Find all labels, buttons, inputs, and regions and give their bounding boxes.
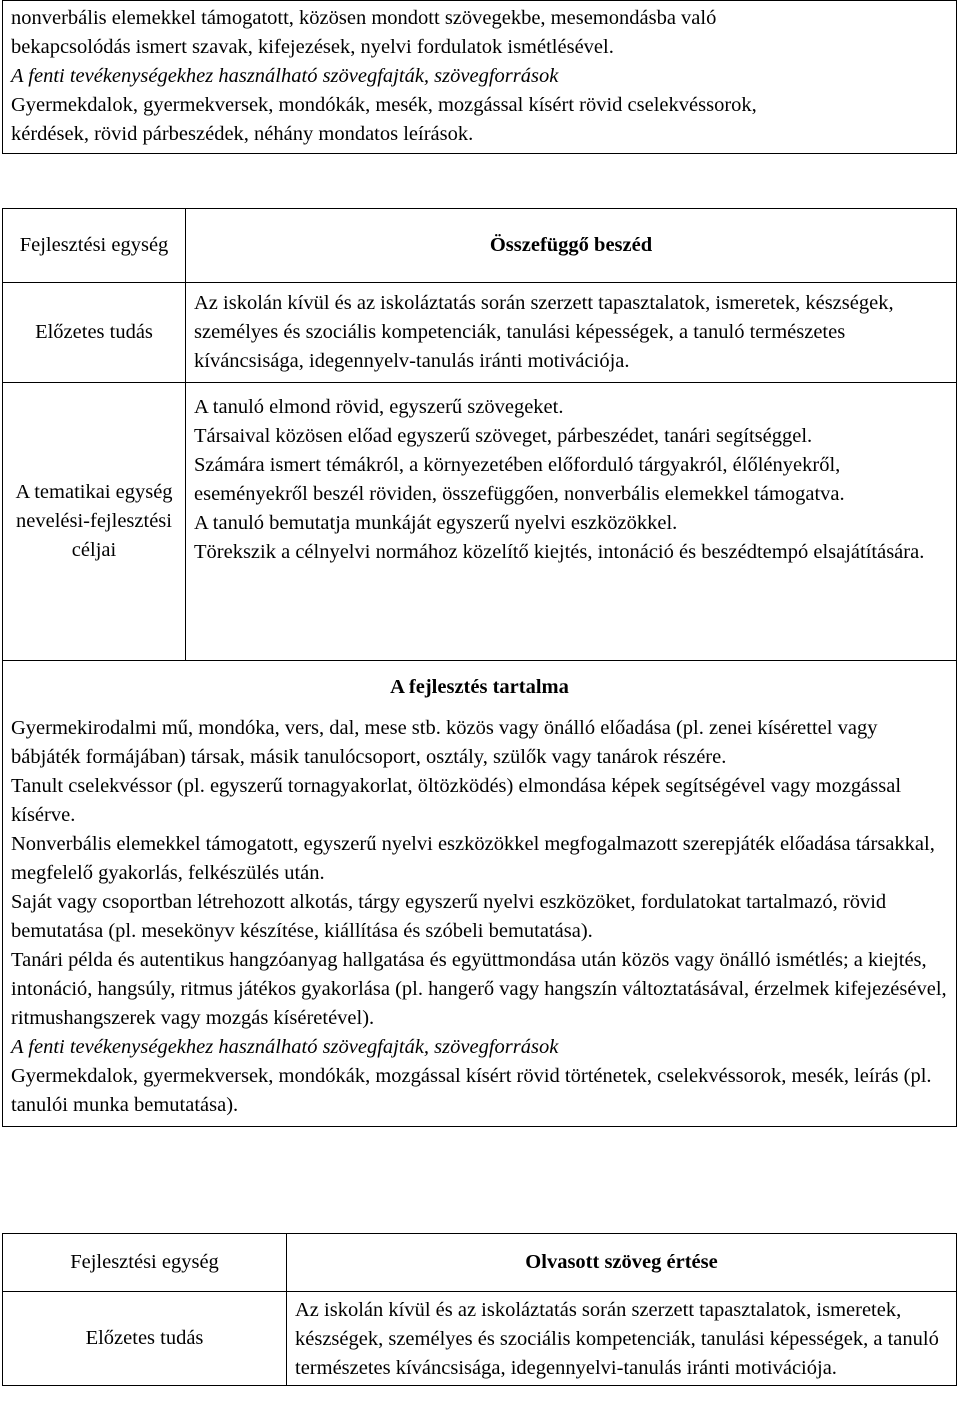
top-sources-text-1: Gyermekdalok, gyermekversek, mondókák, mesék, mozgással kísért rövid cselekvéssorok, bbox=[11, 94, 757, 116]
goal-item: Számára ismert témákról, a környezetében előforduló tárgyakról, élőlényekről, eseményekről beszél röviden, összefüggően, nonverbális elemekkel támogatva. bbox=[194, 454, 845, 505]
goal-item: A tanuló bemutatja munkáját egyszerű nyelvi eszközökkel. bbox=[194, 512, 678, 534]
sources-text: Gyermekdalok, gyermekversek, mondókák, mozgással kísért rövid történetek, cselekvéssorok, mesék, leírás (pl. tanulói munka bemutatása). bbox=[11, 1065, 932, 1116]
unit-label-2: Fejlesztési egység bbox=[70, 1251, 219, 1273]
prior-knowledge-label-cell bbox=[3, 283, 186, 383]
unit-title: Összefüggő beszéd bbox=[489, 234, 653, 256]
top-continuation-block bbox=[2, 0, 957, 154]
goal-item: A tanuló elmond rövid, egyszerű szövegeket. bbox=[194, 396, 564, 418]
prior-knowledge-text: Az iskolán kívül és az iskoláztatás során szerzett tapasztalatok, ismeretek, készségek, személyes és szociális kompetenciák, tanulási képességek, a tanuló természetes kíváncsisága, idegennyelv-tanulás iránti motivációja. bbox=[194, 292, 894, 372]
prior-knowledge-label-cell-2 bbox=[3, 1292, 287, 1386]
prior-knowledge-text-2: Az iskolán kívül és az iskoláztatás során szerzett tapasztalatok, ismeretek, készségek, személyes és szociális kompetenciák, tanulási képességek, a tanuló természetes kíváncsisága, idegennyelvi-tanulás iránti motivációja. bbox=[295, 1299, 939, 1379]
goals-label: A tematikai egység nevelési-fejlesztési céljai bbox=[15, 481, 173, 561]
content-item: Nonverbális elemekkel támogatott, egyszerű nyelvi eszközökkel megfogalmazott szerepjáték előadása társakkal, megfelelő gyakorlás, felkészülés után. bbox=[11, 833, 935, 884]
content-cell bbox=[3, 661, 957, 1127]
content-item: Tanári példa és autentikus hangzóanyag hallgatása és együttmondása után közös vagy önálló ismétlés; a kiejtés, intonáció, hangsúly, ritmus játékos gyakorlása (pl. hangerő vagy hangszín változtatásával, érzelmek kifejezésével, ritmushangszerek vagy mozgás kíséretével). bbox=[11, 949, 947, 1029]
unit-label: Fejlesztési egység bbox=[19, 234, 169, 256]
prior-knowledge-text-cell-2 bbox=[287, 1292, 957, 1386]
unit-table-osszefuggo-beszed bbox=[2, 208, 957, 1127]
unit-label-cell-2 bbox=[3, 1234, 287, 1292]
top-sources-heading: A fenti tevékenységekhez használható szövegfajták, szövegforrások bbox=[11, 65, 559, 87]
top-line-2: bekapcsolódás ismert szavak, kifejezések, nyelvi fordulatok ismétlésével. bbox=[11, 36, 614, 58]
unit-table-olvasott-szoveg bbox=[2, 1233, 957, 1386]
goal-item: Társaival közösen előad egyszerű szöveget, párbeszédet, tanári segítséggel. bbox=[194, 425, 813, 447]
unit-title-cell-2 bbox=[287, 1234, 957, 1292]
unit-title-2: Olvasott szöveg értése bbox=[525, 1251, 718, 1273]
goals-cell bbox=[186, 383, 957, 661]
prior-knowledge-text-cell bbox=[186, 283, 957, 383]
unit-title-cell bbox=[186, 209, 957, 283]
content-item: Saját vagy csoportban létrehozott alkotás, tárgy egyszerű nyelvi eszközöket, fordulatokat tartalmazó, rövid bemutatása (pl. mesekönyv készítése, kiállítása és szóbeli bemutatása). bbox=[11, 891, 887, 942]
prior-knowledge-label: Előzetes tudás bbox=[35, 321, 153, 343]
content-heading: A fejlesztés tartalma bbox=[390, 676, 569, 698]
top-continuation-cell bbox=[3, 1, 957, 154]
goals-label-cell bbox=[3, 383, 186, 661]
content-item: Tanult cselekvéssor (pl. egyszerű tornagyakorlat, öltözködés) elmondása képek segítségével vagy mozgással kísérve. bbox=[11, 775, 902, 826]
prior-knowledge-label-2: Előzetes tudás bbox=[85, 1327, 204, 1349]
content-item: Gyermekirodalmi mű, mondóka, vers, dal, mese stb. közös vagy önálló előadása (pl. zenei kísérettel vagy bábjáték formájában) társak, másik tanulócsoport, osztály, szülők vagy tanárok részére. bbox=[11, 717, 878, 768]
unit-label-cell bbox=[3, 209, 186, 283]
goal-item: Törekszik a célnyelvi normához közelítő kiejtés, intonáció és beszédtempó elsajátítására. bbox=[194, 541, 925, 563]
top-sources-text-2: kérdések, rövid párbeszédek, néhány mondatos leírások. bbox=[11, 123, 474, 145]
top-line-1: nonverbális elemekkel támogatott, közösen mondott szövegekbe, mesemondásba való bbox=[11, 7, 717, 29]
sources-heading: A fenti tevékenységekhez használható szövegfajták, szövegforrások bbox=[11, 1036, 559, 1058]
